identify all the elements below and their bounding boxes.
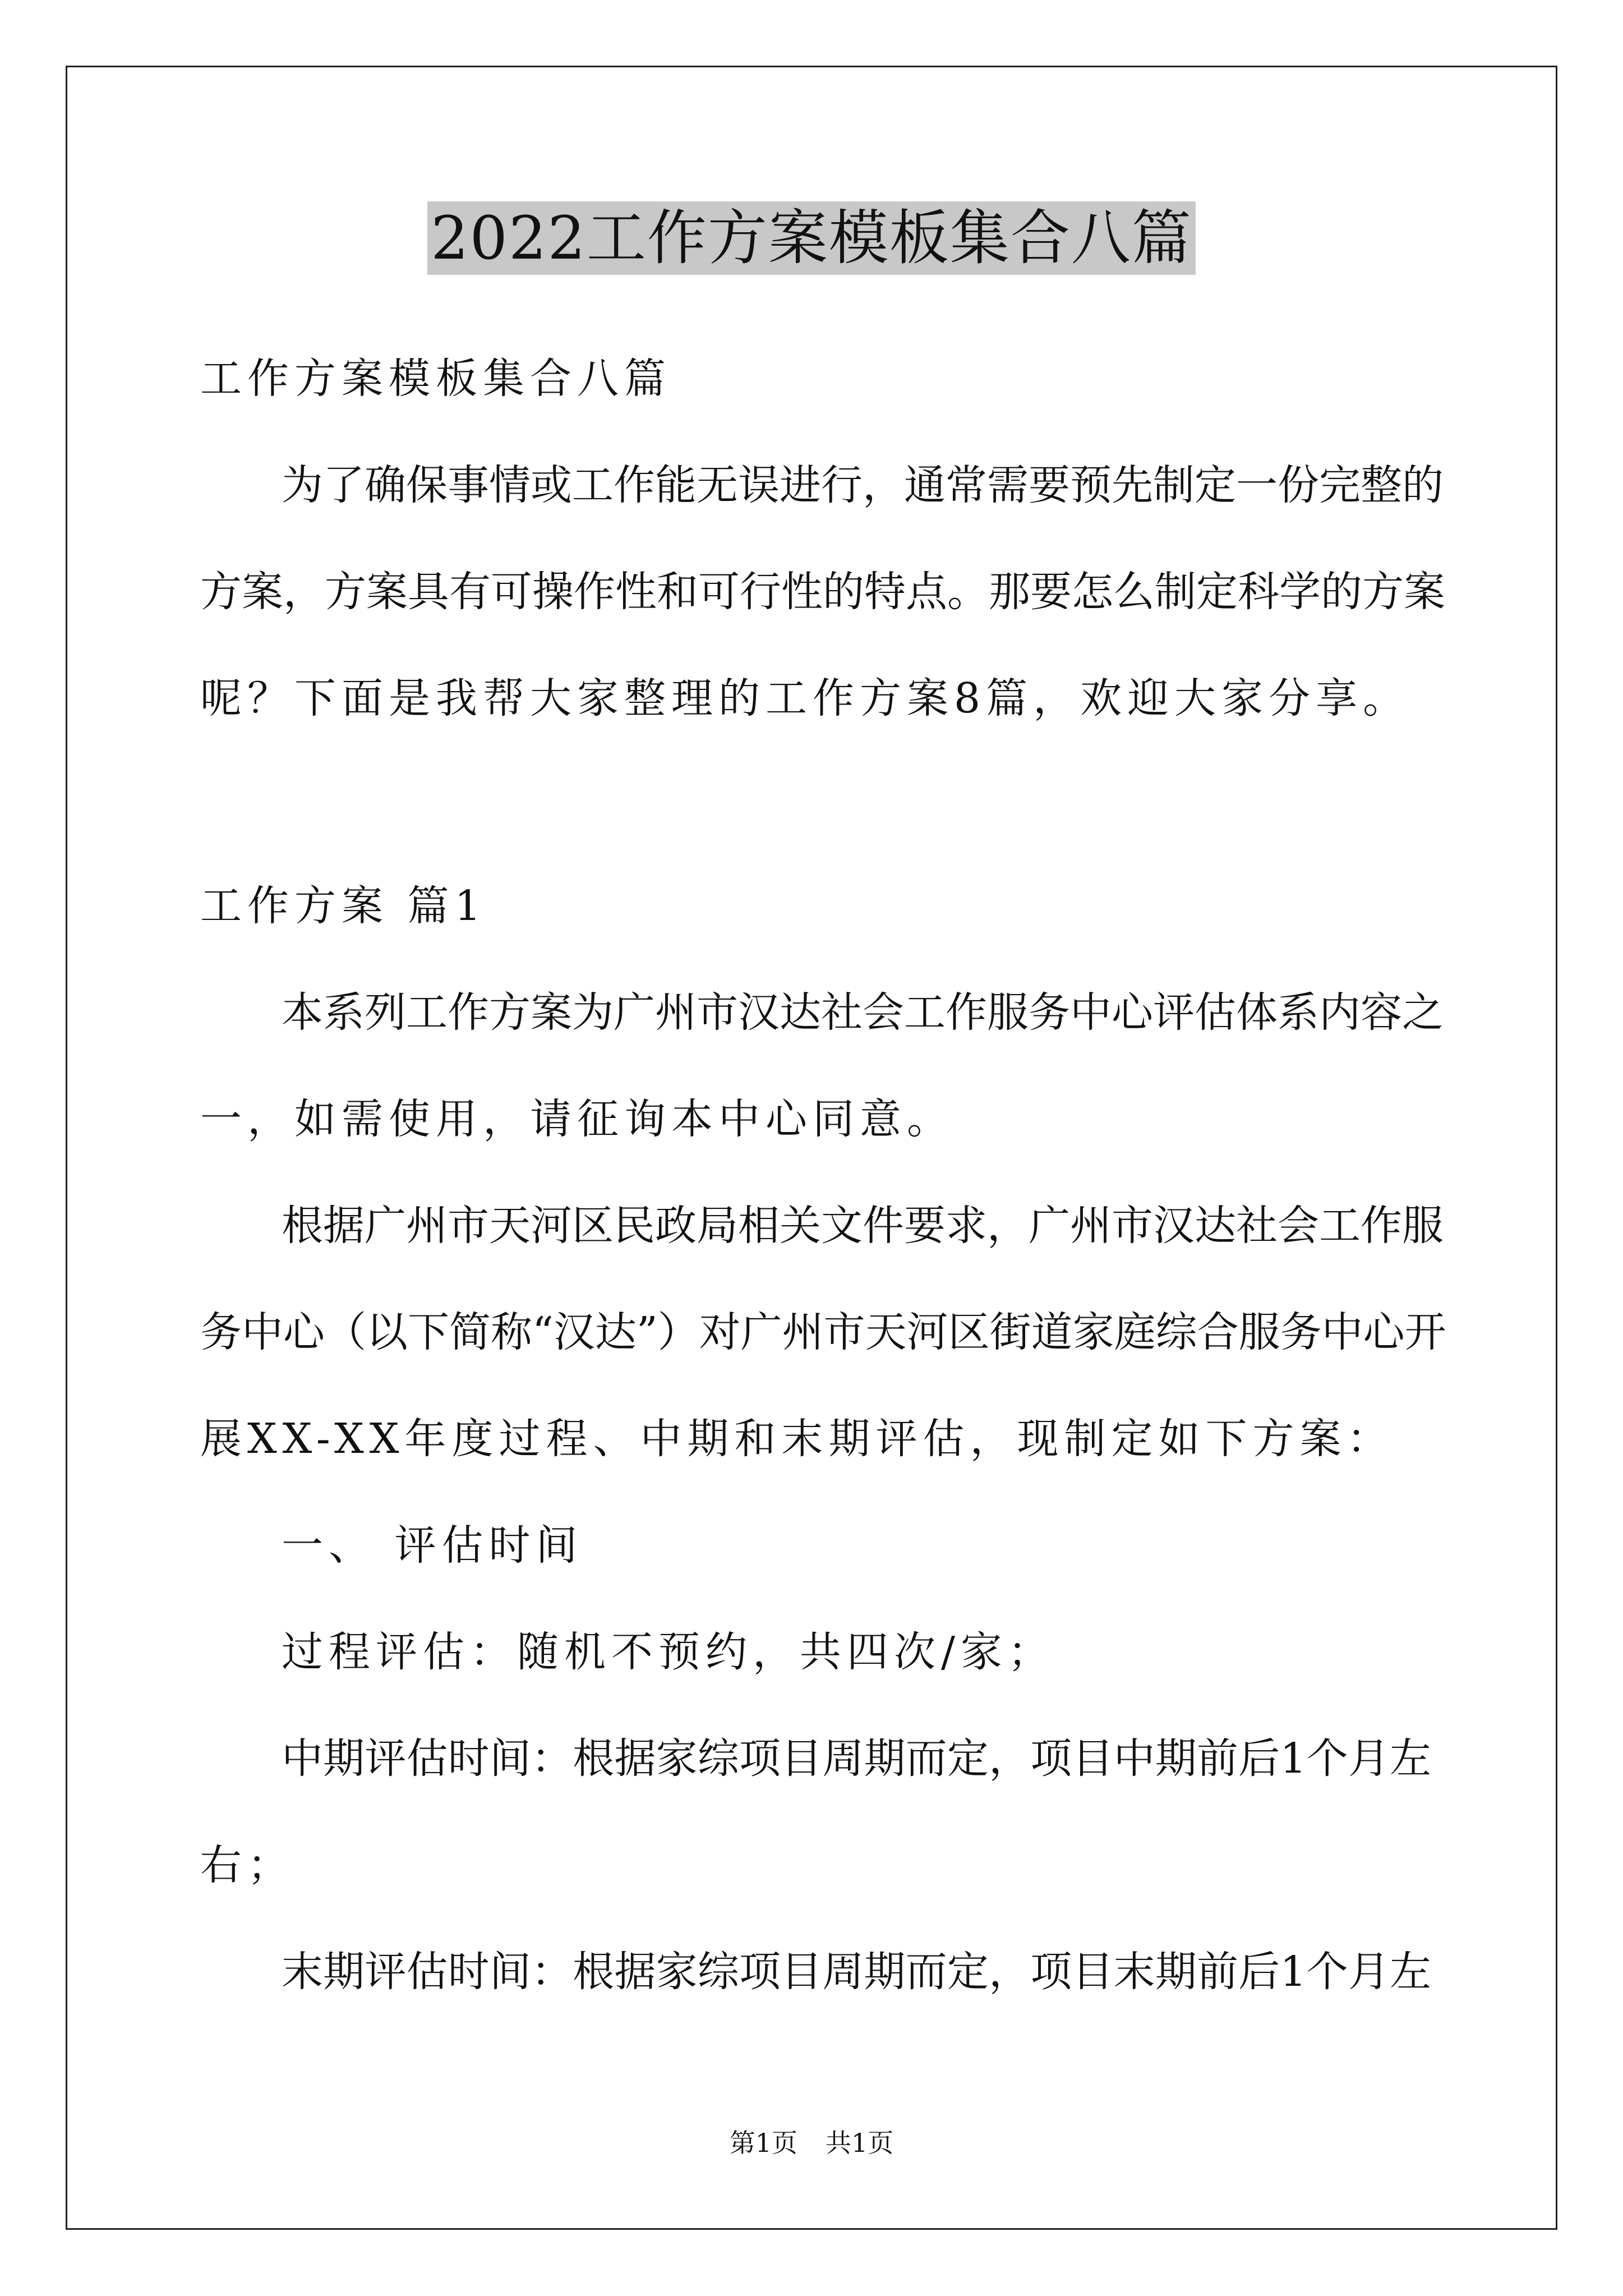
- paragraph-4-line-2: 右；: [200, 1841, 294, 1889]
- page-footer: [0, 2126, 1623, 2160]
- page-total: 共1页: [826, 2128, 894, 2158]
- paragraph-2-line-3: 展XX-XX年度过程、中期和末期评估，现制定如下方案：: [200, 1415, 1394, 1463]
- paragraph-5-line-1: 末期评估时间：根据家综项目周期而定，项目末期前后1个月左: [282, 1948, 1431, 1996]
- intro-paragraph-line-1: 为了确保事情或工作能无误进行，通常需要预先制定一份完整的: [282, 461, 1444, 509]
- paragraph-1-line-2: 一，如需使用，请征询本中心同意。: [200, 1095, 954, 1143]
- subsection-heading: 一、 评估时间: [282, 1521, 583, 1570]
- intro-paragraph-line-3: 呢？下面是我帮大家整理的工作方案8篇，欢迎大家分享。: [200, 674, 1410, 723]
- paragraph-2-line-2: 务中心（以下简称“汉达”）对广州市天河区街道家庭综合服务中心开: [200, 1308, 1446, 1356]
- section-heading: 工作方案 篇1: [200, 882, 487, 930]
- page-number: 第1页: [729, 2128, 797, 2158]
- paragraph-2-line-1: 根据广州市天河区民政局相关文件要求，广州市汉达社会工作服: [282, 1202, 1444, 1250]
- document-title: 2022工作方案模板集合八篇: [0, 199, 1623, 278]
- paragraph-4-line-1: 中期评估时间：根据家综项目周期而定，项目中期前后1个月左: [282, 1734, 1431, 1783]
- paragraph-3-line-1: 过程评估：随机不预约，共四次/家；: [282, 1628, 1055, 1676]
- subtitle-line: 工作方案模板集合八篇: [200, 355, 671, 403]
- paragraph-1-line-1: 本系列工作方案为广州市汉达社会工作服务中心评估体系内容之: [282, 988, 1444, 1037]
- intro-paragraph-line-2: 方案，方案具有可操作性和可行性的特点。那要怎么制定科学的方案: [200, 568, 1445, 616]
